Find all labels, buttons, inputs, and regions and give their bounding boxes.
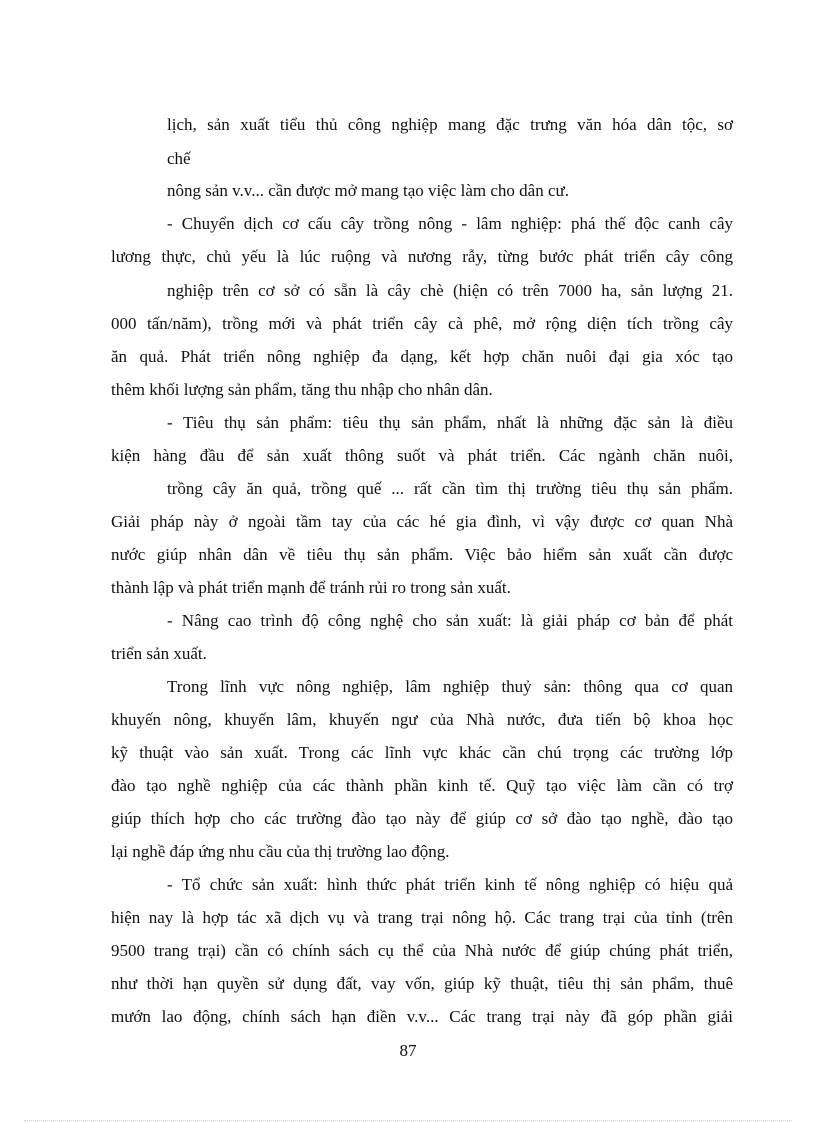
text-line: khuyến nông, khuyến lâm, khuyến ngư của Nhà nước, đưa tiến bộ khoa học [111, 710, 733, 729]
text-line: thành lập và phát triển mạnh để tránh rủi ro trong sản xuất. [111, 578, 511, 597]
text-line: kiện hàng đầu để sản xuất thông suốt và phát triển. Các ngành chăn nuôi, [111, 446, 733, 465]
text-line: lịch, sản xuất tiểu thủ công nghiệp mang đặc trưng văn hóa dân tộc, sơ [167, 115, 733, 134]
text-line: - Chuyển dịch cơ cấu cây trồng nông - lâm nghiệp: phá thế độc canh cây [167, 214, 733, 233]
footer-divider [24, 1120, 792, 1121]
text-line: ăn quả. Phát triển nông nghiệp đa dạng, kết hợp chăn nuôi đại gia xóc tạo [111, 347, 733, 366]
text-line: đào tạo nghề nghiệp của các thành phần kinh tế. Quỹ tạo việc làm cần có trợ [111, 776, 733, 795]
text-line: 9500 trang trại) cần có chính sách cụ thể của Nhà nước để giúp chúng phát triển, [111, 941, 733, 960]
text-line: triển sản xuất. [111, 644, 207, 663]
text-line: Trong lĩnh vực nông nghiệp, lâm nghiệp thuỷ sản: thông qua cơ quan [167, 677, 733, 696]
text-line: nước giúp nhân dân về tiêu thụ sản phẩm. Việc bảo hiểm sản xuất cần được [111, 545, 733, 564]
text-line: lương thực, chủ yếu là lúc ruộng và nương rẫy, từng bước phát triển cây công [111, 247, 733, 266]
text-line: trồng cây ăn quả, trồng quế ... rất cần tìm thị trường tiêu thụ sản phẩm. [167, 479, 733, 498]
text-line: giúp thích hợp cho các trường đào tạo này để giúp cơ sở đào tạo nghề, đào tạo [111, 809, 733, 828]
page-number: 87 [399, 1041, 417, 1060]
text-line: nghiệp trên cơ sở có sẵn là cây chè (hiện có trên 7000 ha, sản lượng 21. [167, 281, 733, 300]
text-line: 000 tấn/năm), trồng mới và phát triển cây cà phê, mở rộng diện tích trồng cây [111, 314, 733, 333]
text-line: như thời hạn quyền sử dụng đất, vay vốn, giúp kỹ thuật, tiêu thị sản phẩm, thuê [111, 974, 733, 993]
text-line: - Tiêu thụ sản phẩm: tiêu thụ sản phẩm, nhất là những đặc sản là điều [167, 413, 733, 432]
text-line: mướn lao động, chính sách hạn điền v.v... Các trang trại này đã góp phần giải [111, 1007, 733, 1026]
text-line: thêm khối lượng sản phẩm, tăng thu nhập cho nhân dân. [111, 380, 493, 399]
text-line: Giải pháp này ở ngoài tầm tay của các hé gia đình, vì vậy được cơ quan Nhà [111, 512, 733, 531]
text-line: lại nghề đáp ứng nhu cầu của thị trường lao động. [111, 842, 450, 861]
text-line: kỹ thuật vào sản xuất. Trong các lĩnh vực khác cần chú trọng các trường lớp [111, 743, 733, 762]
text-line: chế [167, 149, 191, 168]
text-line: nông sản v.v... cần được mở mang tạo việc làm cho dân cư. [167, 181, 569, 200]
text-line: - Nâng cao trình độ công nghệ cho sản xuất: là giải pháp cơ bản để phát [167, 611, 733, 630]
text-line: - Tổ chức sản xuất: hình thức phát triển kinh tế nông nghiệp có hiệu quả [167, 875, 733, 894]
text-line: hiện nay là hợp tác xã dịch vụ và trang trại nông hộ. Các trang trại của tỉnh (trên [111, 908, 733, 927]
